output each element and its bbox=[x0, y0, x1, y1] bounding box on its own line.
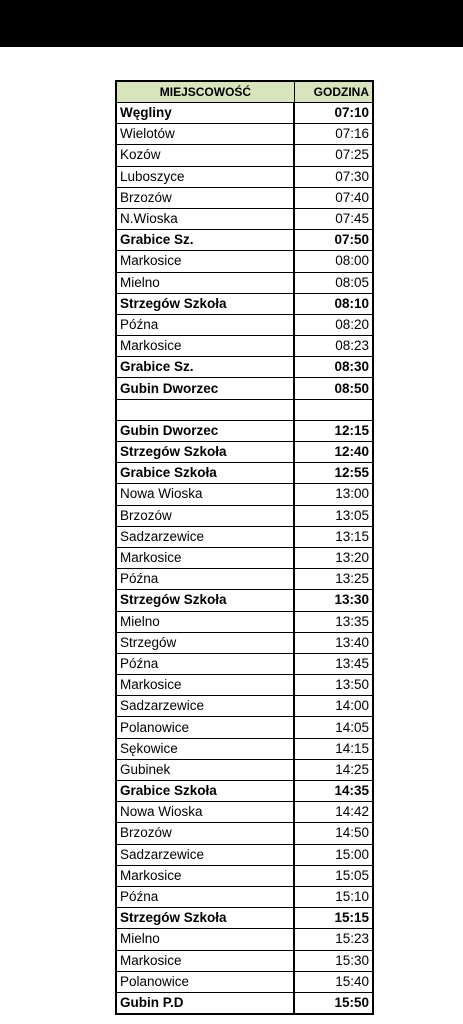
stop-name-cell: Sadzarzewice bbox=[116, 526, 294, 547]
table-row bbox=[116, 844, 373, 865]
stop-name-cell: Późna bbox=[116, 314, 294, 335]
stop-name-cell: Sękowice bbox=[116, 738, 294, 759]
stop-name-cell: Późna bbox=[116, 886, 294, 907]
stop-name-cell: Grabice Sz. bbox=[116, 357, 294, 378]
stop-name-cell: Grabice Szkoła bbox=[116, 781, 294, 802]
table-row bbox=[116, 738, 373, 759]
stop-name-cell: Gubin Dworzec bbox=[116, 378, 294, 399]
table-row bbox=[116, 929, 373, 950]
departure-time-cell: 12:40 bbox=[294, 442, 373, 463]
departure-time-cell: 13:20 bbox=[294, 547, 373, 568]
stop-name-cell: Sadzarzewice bbox=[116, 844, 294, 865]
departure-time-cell: 13:30 bbox=[294, 590, 373, 611]
table-row bbox=[116, 463, 373, 484]
stop-name-cell: Grabice Sz. bbox=[116, 230, 294, 251]
table-row bbox=[116, 781, 373, 802]
table-row bbox=[116, 547, 373, 568]
stop-name-cell: Markosice bbox=[116, 675, 294, 696]
departure-time-cell: 07:25 bbox=[294, 145, 373, 166]
stop-name-cell: Nowa Wioska bbox=[116, 802, 294, 823]
departure-time-cell: 14:15 bbox=[294, 738, 373, 759]
header-row bbox=[116, 81, 373, 103]
table-row bbox=[116, 950, 373, 971]
table-row bbox=[116, 484, 373, 505]
departure-time-cell: 15:05 bbox=[294, 865, 373, 886]
table-row bbox=[116, 420, 373, 441]
bus-schedule-table bbox=[115, 80, 374, 1015]
column-header-place: MIEJSCOWOŚĆ bbox=[116, 81, 294, 103]
departure-time-cell: 12:55 bbox=[294, 463, 373, 484]
table-row bbox=[116, 166, 373, 187]
table-row bbox=[116, 865, 373, 886]
table-row bbox=[116, 992, 373, 1014]
table-row bbox=[116, 272, 373, 293]
table-row bbox=[116, 103, 373, 124]
table-header bbox=[116, 81, 373, 103]
departure-time-cell: 08:05 bbox=[294, 272, 373, 293]
stop-name-cell: Brzozów bbox=[116, 187, 294, 208]
departure-time-cell: 15:50 bbox=[294, 992, 373, 1014]
table-row bbox=[116, 293, 373, 314]
departure-time-cell: 07:45 bbox=[294, 208, 373, 229]
departure-time-cell: 13:25 bbox=[294, 569, 373, 590]
table-body bbox=[116, 103, 373, 1015]
table-row bbox=[116, 823, 373, 844]
departure-time-cell: 14:00 bbox=[294, 696, 373, 717]
departure-time-cell: 13:00 bbox=[294, 484, 373, 505]
table-row bbox=[116, 802, 373, 823]
table-row bbox=[116, 908, 373, 929]
departure-time-cell: 08:20 bbox=[294, 314, 373, 335]
table-row bbox=[116, 208, 373, 229]
departure-time-cell: 13:45 bbox=[294, 653, 373, 674]
stop-name-cell: Markosice bbox=[116, 865, 294, 886]
table-row bbox=[116, 886, 373, 907]
table-row bbox=[116, 632, 373, 653]
stop-name-cell: Nowa Wioska bbox=[116, 484, 294, 505]
stop-name-cell: Markosice bbox=[116, 547, 294, 568]
stop-name-cell: Sadzarzewice bbox=[116, 696, 294, 717]
stop-name-cell: Wielotów bbox=[116, 124, 294, 145]
stop-name-cell: Strzegów Szkoła bbox=[116, 908, 294, 929]
table-row bbox=[116, 611, 373, 632]
table-row bbox=[116, 971, 373, 992]
table-row bbox=[116, 378, 373, 399]
departure-time-cell: 13:50 bbox=[294, 675, 373, 696]
departure-time-cell: 14:50 bbox=[294, 823, 373, 844]
departure-time-cell: 07:30 bbox=[294, 166, 373, 187]
departure-time-cell: 14:42 bbox=[294, 802, 373, 823]
stop-name-cell: Kozów bbox=[116, 145, 294, 166]
top-black-bar bbox=[0, 0, 463, 47]
stop-name-cell: Strzegów Szkoła bbox=[116, 590, 294, 611]
table-row bbox=[116, 759, 373, 780]
departure-time-cell: 07:40 bbox=[294, 187, 373, 208]
stop-name-cell: Strzegów Szkoła bbox=[116, 293, 294, 314]
departure-time-cell: 14:35 bbox=[294, 781, 373, 802]
stop-name-cell: Późna bbox=[116, 569, 294, 590]
departure-time-cell: 15:00 bbox=[294, 844, 373, 865]
departure-time-cell: 15:40 bbox=[294, 971, 373, 992]
departure-time-cell: 15:10 bbox=[294, 886, 373, 907]
departure-time-cell: 12:15 bbox=[294, 420, 373, 441]
column-header-time: GODZINA bbox=[294, 81, 373, 103]
stop-name-cell: Luboszyce bbox=[116, 166, 294, 187]
departure-time-cell: 15:15 bbox=[294, 908, 373, 929]
stop-name-cell: N.Wioska bbox=[116, 208, 294, 229]
departure-time-cell: 13:35 bbox=[294, 611, 373, 632]
table-row bbox=[116, 526, 373, 547]
stop-name-cell: Markosice bbox=[116, 950, 294, 971]
table-row bbox=[116, 505, 373, 526]
departure-time-cell: 13:40 bbox=[294, 632, 373, 653]
stop-name-cell: Mielno bbox=[116, 272, 294, 293]
stop-name-cell: Markosice bbox=[116, 251, 294, 272]
stop-name-cell: Brzozów bbox=[116, 823, 294, 844]
departure-time-cell: 13:15 bbox=[294, 526, 373, 547]
stop-name-cell: Późna bbox=[116, 653, 294, 674]
table-row bbox=[116, 187, 373, 208]
departure-time-cell: 08:50 bbox=[294, 378, 373, 399]
table-row bbox=[116, 336, 373, 357]
departure-time-cell: 14:05 bbox=[294, 717, 373, 738]
table-row bbox=[116, 696, 373, 717]
departure-time-cell: 13:05 bbox=[294, 505, 373, 526]
stop-name-cell bbox=[116, 399, 294, 420]
stop-name-cell: Markosice bbox=[116, 336, 294, 357]
stop-name-cell: Mielno bbox=[116, 929, 294, 950]
table-row bbox=[116, 442, 373, 463]
table-row bbox=[116, 251, 373, 272]
departure-time-cell bbox=[294, 399, 373, 420]
table-row bbox=[116, 399, 373, 420]
stop-name-cell: Gubinek bbox=[116, 759, 294, 780]
stop-name-cell: Polanowice bbox=[116, 717, 294, 738]
table-row bbox=[116, 590, 373, 611]
table-row bbox=[116, 717, 373, 738]
table-row bbox=[116, 357, 373, 378]
table-row bbox=[116, 569, 373, 590]
stop-name-cell: Grabice Szkoła bbox=[116, 463, 294, 484]
stop-name-cell: Węgliny bbox=[116, 103, 294, 124]
stop-name-cell: Strzegów Szkoła bbox=[116, 442, 294, 463]
departure-time-cell: 07:50 bbox=[294, 230, 373, 251]
departure-time-cell: 08:10 bbox=[294, 293, 373, 314]
departure-time-cell: 15:30 bbox=[294, 950, 373, 971]
departure-time-cell: 08:00 bbox=[294, 251, 373, 272]
departure-time-cell: 14:25 bbox=[294, 759, 373, 780]
stop-name-cell: Brzozów bbox=[116, 505, 294, 526]
table-row bbox=[116, 653, 373, 674]
stop-name-cell: Polanowice bbox=[116, 971, 294, 992]
stop-name-cell: Gubin P.D bbox=[116, 992, 294, 1014]
departure-time-cell: 07:10 bbox=[294, 103, 373, 124]
departure-time-cell: 08:23 bbox=[294, 336, 373, 357]
table-row bbox=[116, 145, 373, 166]
table-row bbox=[116, 314, 373, 335]
stop-name-cell: Gubin Dworzec bbox=[116, 420, 294, 441]
table-row bbox=[116, 675, 373, 696]
departure-time-cell: 15:23 bbox=[294, 929, 373, 950]
departure-time-cell: 08:30 bbox=[294, 357, 373, 378]
table-row bbox=[116, 124, 373, 145]
stop-name-cell: Mielno bbox=[116, 611, 294, 632]
departure-time-cell: 07:16 bbox=[294, 124, 373, 145]
stop-name-cell: Strzegów bbox=[116, 632, 294, 653]
table-row bbox=[116, 230, 373, 251]
